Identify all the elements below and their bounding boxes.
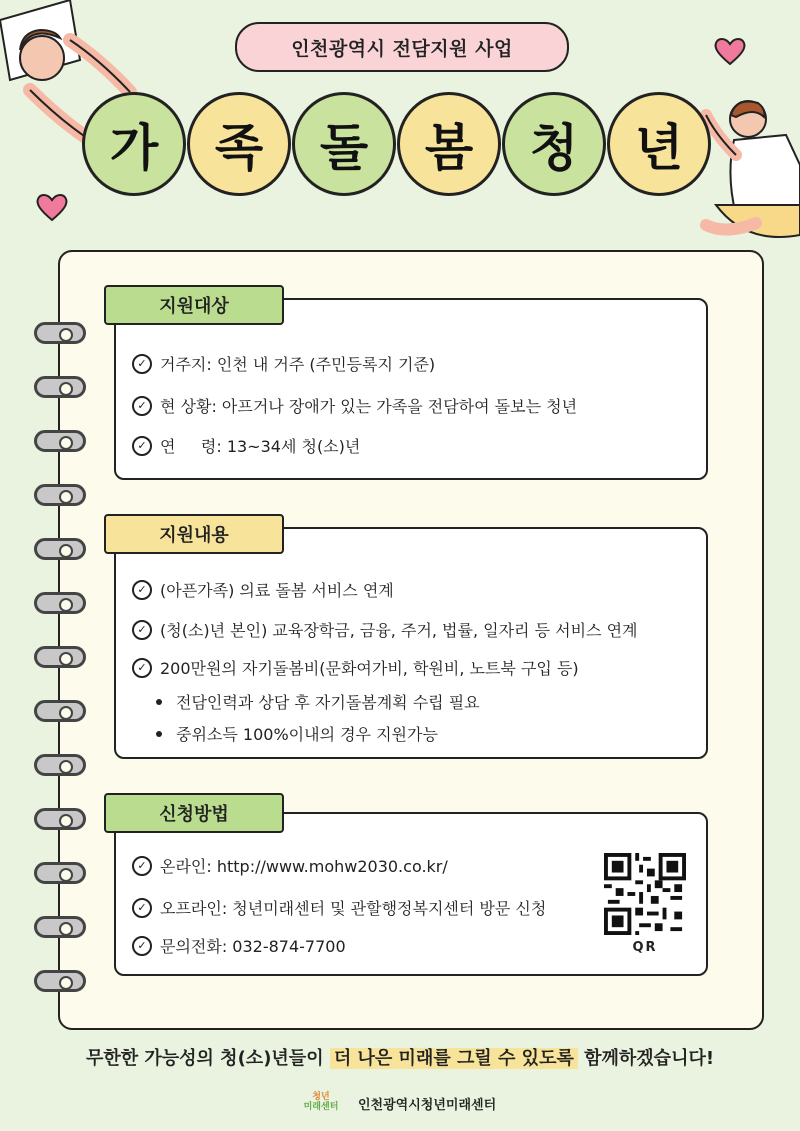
check-circle-icon: ✓ (132, 936, 152, 956)
list-item: ✓ (아픈가족) 의료 돌봄 서비스 연계 (132, 578, 394, 601)
bullet-icon (156, 699, 162, 705)
apply-tag: 신청방법 (104, 793, 284, 833)
website-link[interactable]: 온라인: http://www.mohw2030.co.kr/ (160, 857, 448, 876)
heart-icon (34, 192, 70, 222)
binder-ring (34, 700, 86, 722)
list-item: ✓ (청(소)년 본인) 교육장학금, 금융, 주거, 법률, 일자리 등 서비스 연계 (132, 618, 638, 641)
check-circle-icon: ✓ (132, 396, 152, 416)
page-title (82, 92, 722, 202)
center-logo: 청년 미래센터 (303, 1092, 339, 1112)
check-circle-icon: ✓ (132, 354, 152, 374)
check-circle-icon: ✓ (132, 620, 152, 640)
slogan-highlight: 더 나은 미래를 그릴 수 있도록 (330, 1048, 578, 1069)
slogan: 무한한 가능성의 청(소)년들이 더 나은 미래를 그릴 수 있도록 함께하겠습니다! (85, 1048, 715, 1069)
binder-ring (34, 430, 86, 452)
content-tag: 지원내용 (104, 514, 284, 554)
binder-ring (34, 808, 86, 830)
qr-code-icon[interactable] (604, 853, 686, 935)
binder-ring (34, 862, 86, 884)
check-circle-icon: ✓ (132, 436, 152, 456)
qr-label: QR (632, 940, 658, 955)
bullet-icon (156, 731, 162, 737)
target-tag: 지원대상 (104, 285, 284, 325)
binder-ring (34, 646, 86, 668)
title-char: 년 (607, 92, 711, 196)
org-name: 인천광역시청년미래센터 (358, 1097, 497, 1113)
list-item: ✓ 오프라인: 청년미래센터 및 관할행정복지센터 방문 신청 (132, 896, 546, 919)
binder-ring (34, 754, 86, 776)
title-char: 청 (502, 92, 606, 196)
heart-icon (712, 36, 748, 66)
list-item (132, 854, 448, 877)
list-item: ✓ 문의전화: 032-874-7700 (132, 934, 346, 957)
list-item: ✓ 200만원의 자기돌봄비(문화여가비, 학원비, 노트북 구입 등) (132, 656, 579, 679)
check-circle-icon: ✓ (132, 898, 152, 918)
title-char: 족 (187, 92, 291, 196)
binder-ring (34, 592, 86, 614)
binder-ring (34, 484, 86, 506)
project-label: 인천광역시 전담지원 사업 (235, 22, 569, 72)
title-char: 가 (82, 92, 186, 196)
binder-ring (34, 322, 86, 344)
list-item: ✓ 연 령: 13~34세 청(소)년 (132, 434, 360, 457)
check-circle-icon: ✓ (132, 856, 152, 876)
binder-ring (34, 970, 86, 992)
binder-ring (34, 916, 86, 938)
binder-ring (34, 376, 86, 398)
list-item: ✓ 거주지: 인천 내 거주 (주민등록지 기준) (132, 352, 435, 375)
binder-ring (34, 538, 86, 560)
check-circle-icon: ✓ (132, 658, 152, 678)
sub-list-item: 전담인력과 상담 후 자기돌봄계획 수립 필요 (156, 690, 480, 713)
title-char: 돌 (292, 92, 396, 196)
title-char: 봄 (397, 92, 501, 196)
check-circle-icon: ✓ (132, 580, 152, 600)
list-item: ✓ 현 상황: 아프거나 장애가 있는 가족을 전담하여 돌보는 청년 (132, 394, 577, 417)
footer (298, 1088, 496, 1118)
sub-list-item: 중위소득 100%이내의 경우 지원가능 (156, 722, 438, 745)
